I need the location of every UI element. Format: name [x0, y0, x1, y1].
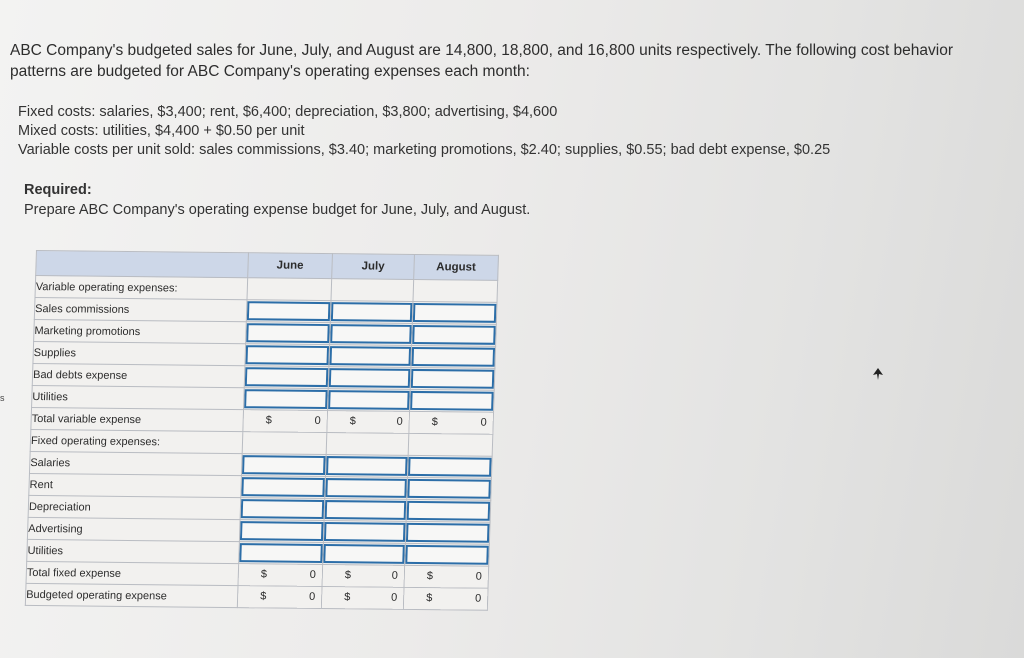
- dollar-sign: $: [426, 570, 434, 583]
- total-variable-expense-july-cell: [327, 411, 410, 434]
- total-fixed-expense-june-cell: [238, 564, 323, 587]
- variable-utilities-june-cell: [244, 388, 329, 411]
- variable-utilities-june-input[interactable]: [244, 389, 328, 409]
- dollar-sign: $: [259, 590, 267, 603]
- total-variable-expense-june-cell: [243, 410, 328, 433]
- variable-section-label: Variable operating expenses:: [35, 275, 248, 299]
- total-fixed-expense-august-value: 0: [475, 570, 483, 583]
- variable-sales-commissions-june-input[interactable]: [247, 301, 331, 321]
- fixed-rent-july-cell: [325, 477, 408, 500]
- variable-marketing-promotions-august-cell: [412, 323, 497, 346]
- total-variable-expense-july-value: 0: [396, 415, 403, 428]
- fixed-utilities-august-cell: [405, 543, 490, 566]
- fixed-depreciation-label: Depreciation: [28, 495, 241, 519]
- variable-supplies-june-input[interactable]: [245, 345, 329, 365]
- variable-supplies-august-input[interactable]: [411, 347, 495, 367]
- variable-marketing-promotions-july-input[interactable]: [330, 324, 412, 344]
- header-august: August: [414, 254, 499, 280]
- variable-marketing-promotions-june-cell: [246, 322, 331, 345]
- fixed-salaries-august-cell: [407, 455, 492, 478]
- fixed-salaries-july-input[interactable]: [326, 456, 408, 476]
- variable-sales-commissions-july-cell: [330, 301, 413, 324]
- fixed-utilities-july-cell: [323, 543, 406, 566]
- dollar-sign: $: [344, 569, 352, 582]
- total-fixed-expense-july-cell: [322, 565, 405, 588]
- budgeted-operating-expense-august-value: 0: [474, 592, 482, 605]
- fixed-costs-line: Fixed costs: salaries, $3,400; rent, $6,400; depreciation, $3,800; advertising, $4,600: [18, 104, 558, 120]
- fixed-rent-june-input[interactable]: [241, 477, 325, 497]
- variable-utilities-august-input[interactable]: [410, 391, 494, 411]
- fixed-utilities-june-cell: [239, 542, 324, 565]
- fixed-salaries-august-input[interactable]: [408, 457, 492, 477]
- fixed-section-label-august-cell: [408, 433, 493, 456]
- variable-sales-commissions-august-cell: [412, 301, 497, 324]
- variable-sales-commissions-label: Sales commissions: [34, 297, 247, 321]
- fixed-salaries-label: Salaries: [29, 451, 242, 475]
- variable-utilities-august-cell: [410, 389, 495, 412]
- variable-marketing-promotions-august-input[interactable]: [412, 325, 496, 345]
- total-fixed-expense-july-value: 0: [391, 569, 399, 582]
- fixed-section-label-june-cell: [242, 432, 327, 455]
- fixed-advertising-june-cell: [239, 520, 324, 543]
- variable-sales-commissions-june-cell: [246, 300, 331, 323]
- variable-costs-line: Variable costs per unit sold: sales commissions, $3.40; marketing promotions, $2.40; supplies, $0.55; bad debt expense, $0.25: [18, 142, 831, 158]
- budget-table-body: [25, 275, 497, 610]
- fixed-advertising-august-cell: [405, 521, 490, 544]
- fixed-advertising-july-cell: [323, 521, 406, 544]
- variable-section-label-july-cell: [331, 279, 414, 302]
- dollar-sign: $: [349, 415, 357, 428]
- variable-bad-debts-expense-august-input[interactable]: [411, 369, 495, 389]
- fixed-rent-june-cell: [241, 476, 326, 499]
- fixed-rent-label: Rent: [29, 473, 242, 497]
- fixed-salaries-june-cell: [241, 454, 326, 477]
- fixed-utilities-august-input[interactable]: [405, 545, 489, 565]
- required-text: Prepare ABC Company's operating expense budget for June, July, and August.: [24, 202, 531, 218]
- budgeted-operating-expense-label: Budgeted operating expense: [25, 583, 238, 607]
- variable-bad-debts-expense-june-input[interactable]: [245, 367, 329, 387]
- variable-marketing-promotions-label: Marketing promotions: [34, 319, 247, 343]
- variable-sales-commissions-july-input[interactable]: [331, 302, 413, 322]
- fixed-advertising-label: Advertising: [27, 517, 240, 541]
- budgeted-operating-expense-june-cell: [237, 586, 322, 609]
- mixed-costs-line: Mixed costs: utilities, $4,400 + $0.50 per unit: [18, 123, 305, 139]
- budgeted-operating-expense-august-cell: [403, 587, 488, 610]
- problem-intro: ABC Company's budgeted sales for June, July, and August are 14,800, 18,800, and 16,800 units respectively. The following cost behavior patterns are budgeted for ABC Company's operating expenses each month:: [10, 42, 954, 80]
- header-july: July: [332, 254, 415, 280]
- variable-section-label-june-cell: [247, 278, 332, 301]
- fixed-advertising-july-input[interactable]: [324, 522, 406, 542]
- variable-bad-debts-expense-august-cell: [410, 367, 495, 390]
- variable-bad-debts-expense-july-input[interactable]: [329, 368, 411, 388]
- mouse-pointer-icon: [873, 368, 883, 380]
- fixed-depreciation-june-cell: [240, 498, 325, 521]
- budgeted-operating-expense-row: [25, 583, 488, 610]
- total-variable-expense-august-value: 0: [480, 416, 487, 429]
- fixed-utilities-july-input[interactable]: [323, 544, 405, 564]
- dollar-sign: $: [265, 414, 273, 427]
- header-blank-cell: [36, 251, 249, 278]
- fixed-section-label: Fixed operating expenses:: [30, 429, 243, 453]
- budget-table: [25, 250, 499, 611]
- dollar-sign: $: [431, 416, 439, 429]
- fixed-depreciation-july-cell: [324, 499, 407, 522]
- header-june: June: [248, 253, 333, 279]
- variable-marketing-promotions-june-input[interactable]: [246, 323, 330, 343]
- dollar-sign: $: [425, 592, 433, 605]
- fixed-rent-july-input[interactable]: [325, 478, 407, 498]
- variable-marketing-promotions-july-cell: [330, 323, 413, 346]
- fixed-rent-august-cell: [407, 477, 492, 500]
- budgeted-operating-expense-june-value: 0: [308, 590, 316, 603]
- total-variable-expense-august-cell: [409, 411, 494, 434]
- fixed-rent-august-input[interactable]: [407, 479, 491, 499]
- budgeted-operating-expense-july-cell: [321, 587, 404, 610]
- variable-supplies-june-cell: [245, 344, 330, 367]
- total-variable-expense-label: Total variable expense: [31, 407, 244, 431]
- variable-sales-commissions-august-input[interactable]: [413, 303, 497, 323]
- variable-utilities-july-cell: [328, 389, 411, 412]
- edge-mark: s: [0, 393, 5, 403]
- fixed-depreciation-july-input[interactable]: [325, 500, 407, 520]
- fixed-depreciation-august-cell: [406, 499, 491, 522]
- variable-supplies-july-input[interactable]: [329, 346, 411, 366]
- variable-supplies-label: Supplies: [33, 341, 246, 365]
- dollar-sign: $: [343, 591, 351, 604]
- variable-bad-debts-expense-june-cell: [244, 366, 329, 389]
- fixed-depreciation-august-input[interactable]: [407, 501, 491, 521]
- variable-section-label-august-cell: [413, 279, 498, 302]
- total-fixed-expense-label: Total fixed expense: [26, 561, 239, 585]
- variable-bad-debts-expense-july-cell: [328, 367, 411, 390]
- variable-supplies-august-cell: [411, 345, 496, 368]
- variable-utilities-label: Utilities: [32, 385, 245, 409]
- variable-supplies-july-cell: [329, 345, 412, 368]
- fixed-salaries-june-input[interactable]: [242, 455, 326, 475]
- required-title: Required:: [24, 182, 92, 198]
- total-fixed-expense-june-value: 0: [309, 568, 317, 581]
- dollar-sign: $: [260, 568, 268, 581]
- fixed-depreciation-june-input[interactable]: [241, 499, 325, 519]
- total-variable-expense-june-value: 0: [314, 414, 321, 427]
- total-fixed-expense-august-cell: [404, 565, 489, 588]
- variable-bad-debts-expense-label: Bad debts expense: [32, 363, 245, 387]
- variable-utilities-july-input[interactable]: [328, 390, 410, 410]
- budgeted-operating-expense-july-value: 0: [390, 591, 398, 604]
- fixed-utilities-june-input[interactable]: [239, 543, 323, 563]
- fixed-advertising-august-input[interactable]: [406, 523, 490, 543]
- fixed-advertising-june-input[interactable]: [240, 521, 324, 541]
- operating-expense-budget-worksheet: [25, 250, 498, 619]
- fixed-salaries-july-cell: [325, 455, 408, 478]
- fixed-section-label-july-cell: [326, 433, 409, 456]
- cost-behavior-list: [18, 103, 1008, 160]
- fixed-utilities-label: Utilities: [27, 539, 240, 563]
